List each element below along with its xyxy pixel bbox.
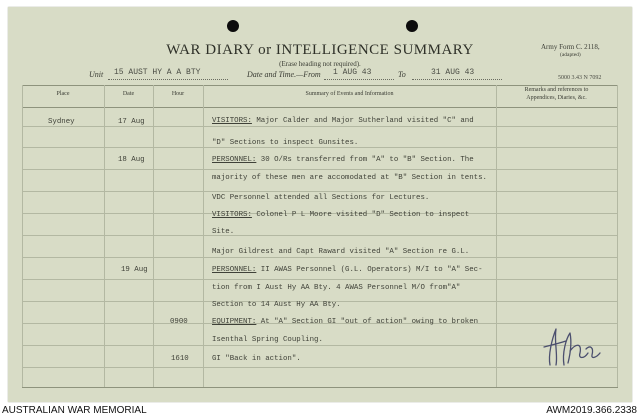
date-from-label: Date and Time.—From	[247, 70, 321, 79]
row-rule	[22, 345, 618, 346]
entry-heading: EQUIPMENT:	[212, 318, 257, 326]
summary-line	[212, 317, 478, 327]
entry-text: Major Gildrest and Capt Raward visited "A" Section re G.L.	[212, 248, 470, 256]
summary-line	[212, 193, 429, 203]
header-hour: Hour	[171, 91, 185, 97]
form-subtitle: (Erase heading not required).	[279, 60, 361, 68]
summary-line	[212, 138, 358, 148]
footer-credit: AUSTRALIAN WAR MEMORIAL	[2, 405, 147, 416]
print-code: 5000 3.43 N 7092	[558, 75, 602, 81]
column-rule	[104, 85, 105, 387]
entry-text: "D" Sections to inspect Gunsites.	[212, 139, 359, 147]
column-rule	[203, 85, 204, 387]
table-top-border	[22, 85, 618, 86]
summary-line	[212, 247, 469, 257]
unit-dotted-line	[108, 79, 228, 80]
summary-line	[212, 155, 474, 165]
entry-text: At "A" Section GI "out of action" owing to broken	[256, 318, 479, 326]
unit-label: Unit	[89, 70, 104, 79]
header-date: Date	[122, 91, 135, 97]
table-bottom-border	[22, 387, 618, 388]
entry-text: Site.	[212, 228, 235, 236]
entry-text: majority of these men are accomodated at "B" Section in tents.	[212, 174, 487, 182]
to-date-value: 31 AUG 43	[431, 68, 475, 77]
summary-line	[212, 283, 460, 293]
row-rule	[22, 169, 618, 170]
hour-cell: 1610	[171, 355, 189, 363]
hour-cell: 0900	[170, 318, 188, 326]
row-rule	[22, 367, 618, 368]
unit-value: 15 AUST HY A A BTY	[114, 68, 201, 77]
entry-text: Colonel P L Moore visited "D" Section to inspect	[251, 211, 470, 219]
from-date-value: 1 AUG 43	[333, 68, 372, 77]
punch-hole-left	[227, 20, 239, 32]
place-cell: Sydney	[48, 118, 75, 126]
form-title: WAR DIARY or INTELLIGENCE SUMMARY	[166, 42, 474, 58]
entry-heading: VISITORS:	[212, 211, 252, 219]
entry-heading: VISITORS:	[212, 117, 252, 125]
row-rule	[22, 126, 618, 127]
summary-line	[212, 173, 487, 183]
summary-line	[212, 210, 469, 220]
form-number-sub: (adapted)	[560, 52, 581, 58]
header-remarks-line1: Remarks and references to	[524, 87, 589, 93]
entry-text: Major Calder and Major Sutherland visited "C" and	[251, 117, 474, 125]
entry-text: tion from I Aust Hy AA Bty. 4 AWAS Personnel M/O from"A"	[212, 284, 461, 292]
summary-line	[212, 116, 474, 126]
punch-hole-right	[406, 20, 418, 32]
entry-text: VDC Personnel attended all Sections for Lectures.	[212, 194, 430, 202]
row-rule	[22, 191, 618, 192]
entry-heading: PERSONNEL:	[212, 266, 257, 274]
footer-accession-number: AWM2019.366.2338	[546, 405, 637, 416]
row-rule	[22, 257, 618, 258]
row-rule	[22, 279, 618, 280]
summary-line	[212, 227, 234, 237]
entry-text: GI "Back in action".	[212, 355, 301, 363]
entry-text: Isenthal Spring Coupling.	[212, 336, 323, 344]
entry-heading: PERSONNEL:	[212, 156, 257, 164]
summary-line	[212, 300, 341, 310]
column-rule	[22, 85, 23, 387]
entry-text: Section to 14 Aust Hy AA Bty.	[212, 301, 341, 309]
summary-line	[212, 265, 483, 275]
header-summary: Summary of Events and Information	[305, 91, 394, 97]
date-cell: 19 Aug	[121, 266, 148, 274]
to-dotted-line	[412, 79, 502, 80]
column-rule	[496, 85, 497, 387]
date-to-label: To	[398, 70, 406, 79]
summary-line	[212, 354, 301, 364]
header-divider	[22, 107, 618, 108]
header-remarks-line2: Appendices, Diaries, &c.	[526, 95, 587, 101]
header-place: Place	[56, 91, 70, 97]
column-rule	[153, 85, 154, 387]
column-rule	[617, 85, 618, 387]
date-cell: 17 Aug	[118, 118, 145, 126]
form-number: Army Form C. 2118,	[541, 43, 600, 51]
signature	[536, 325, 604, 369]
summary-line	[212, 335, 323, 345]
entry-text: 30 O/Rs transferred from "A" to "B" Section. The	[256, 156, 474, 164]
entry-text: II AWAS Personnel (G.L. Operators) M/I to "A" Sec-	[256, 266, 483, 274]
row-rule	[22, 235, 618, 236]
date-cell: 18 Aug	[118, 156, 145, 164]
from-dotted-line	[324, 79, 394, 80]
diary-sheet	[8, 7, 632, 402]
